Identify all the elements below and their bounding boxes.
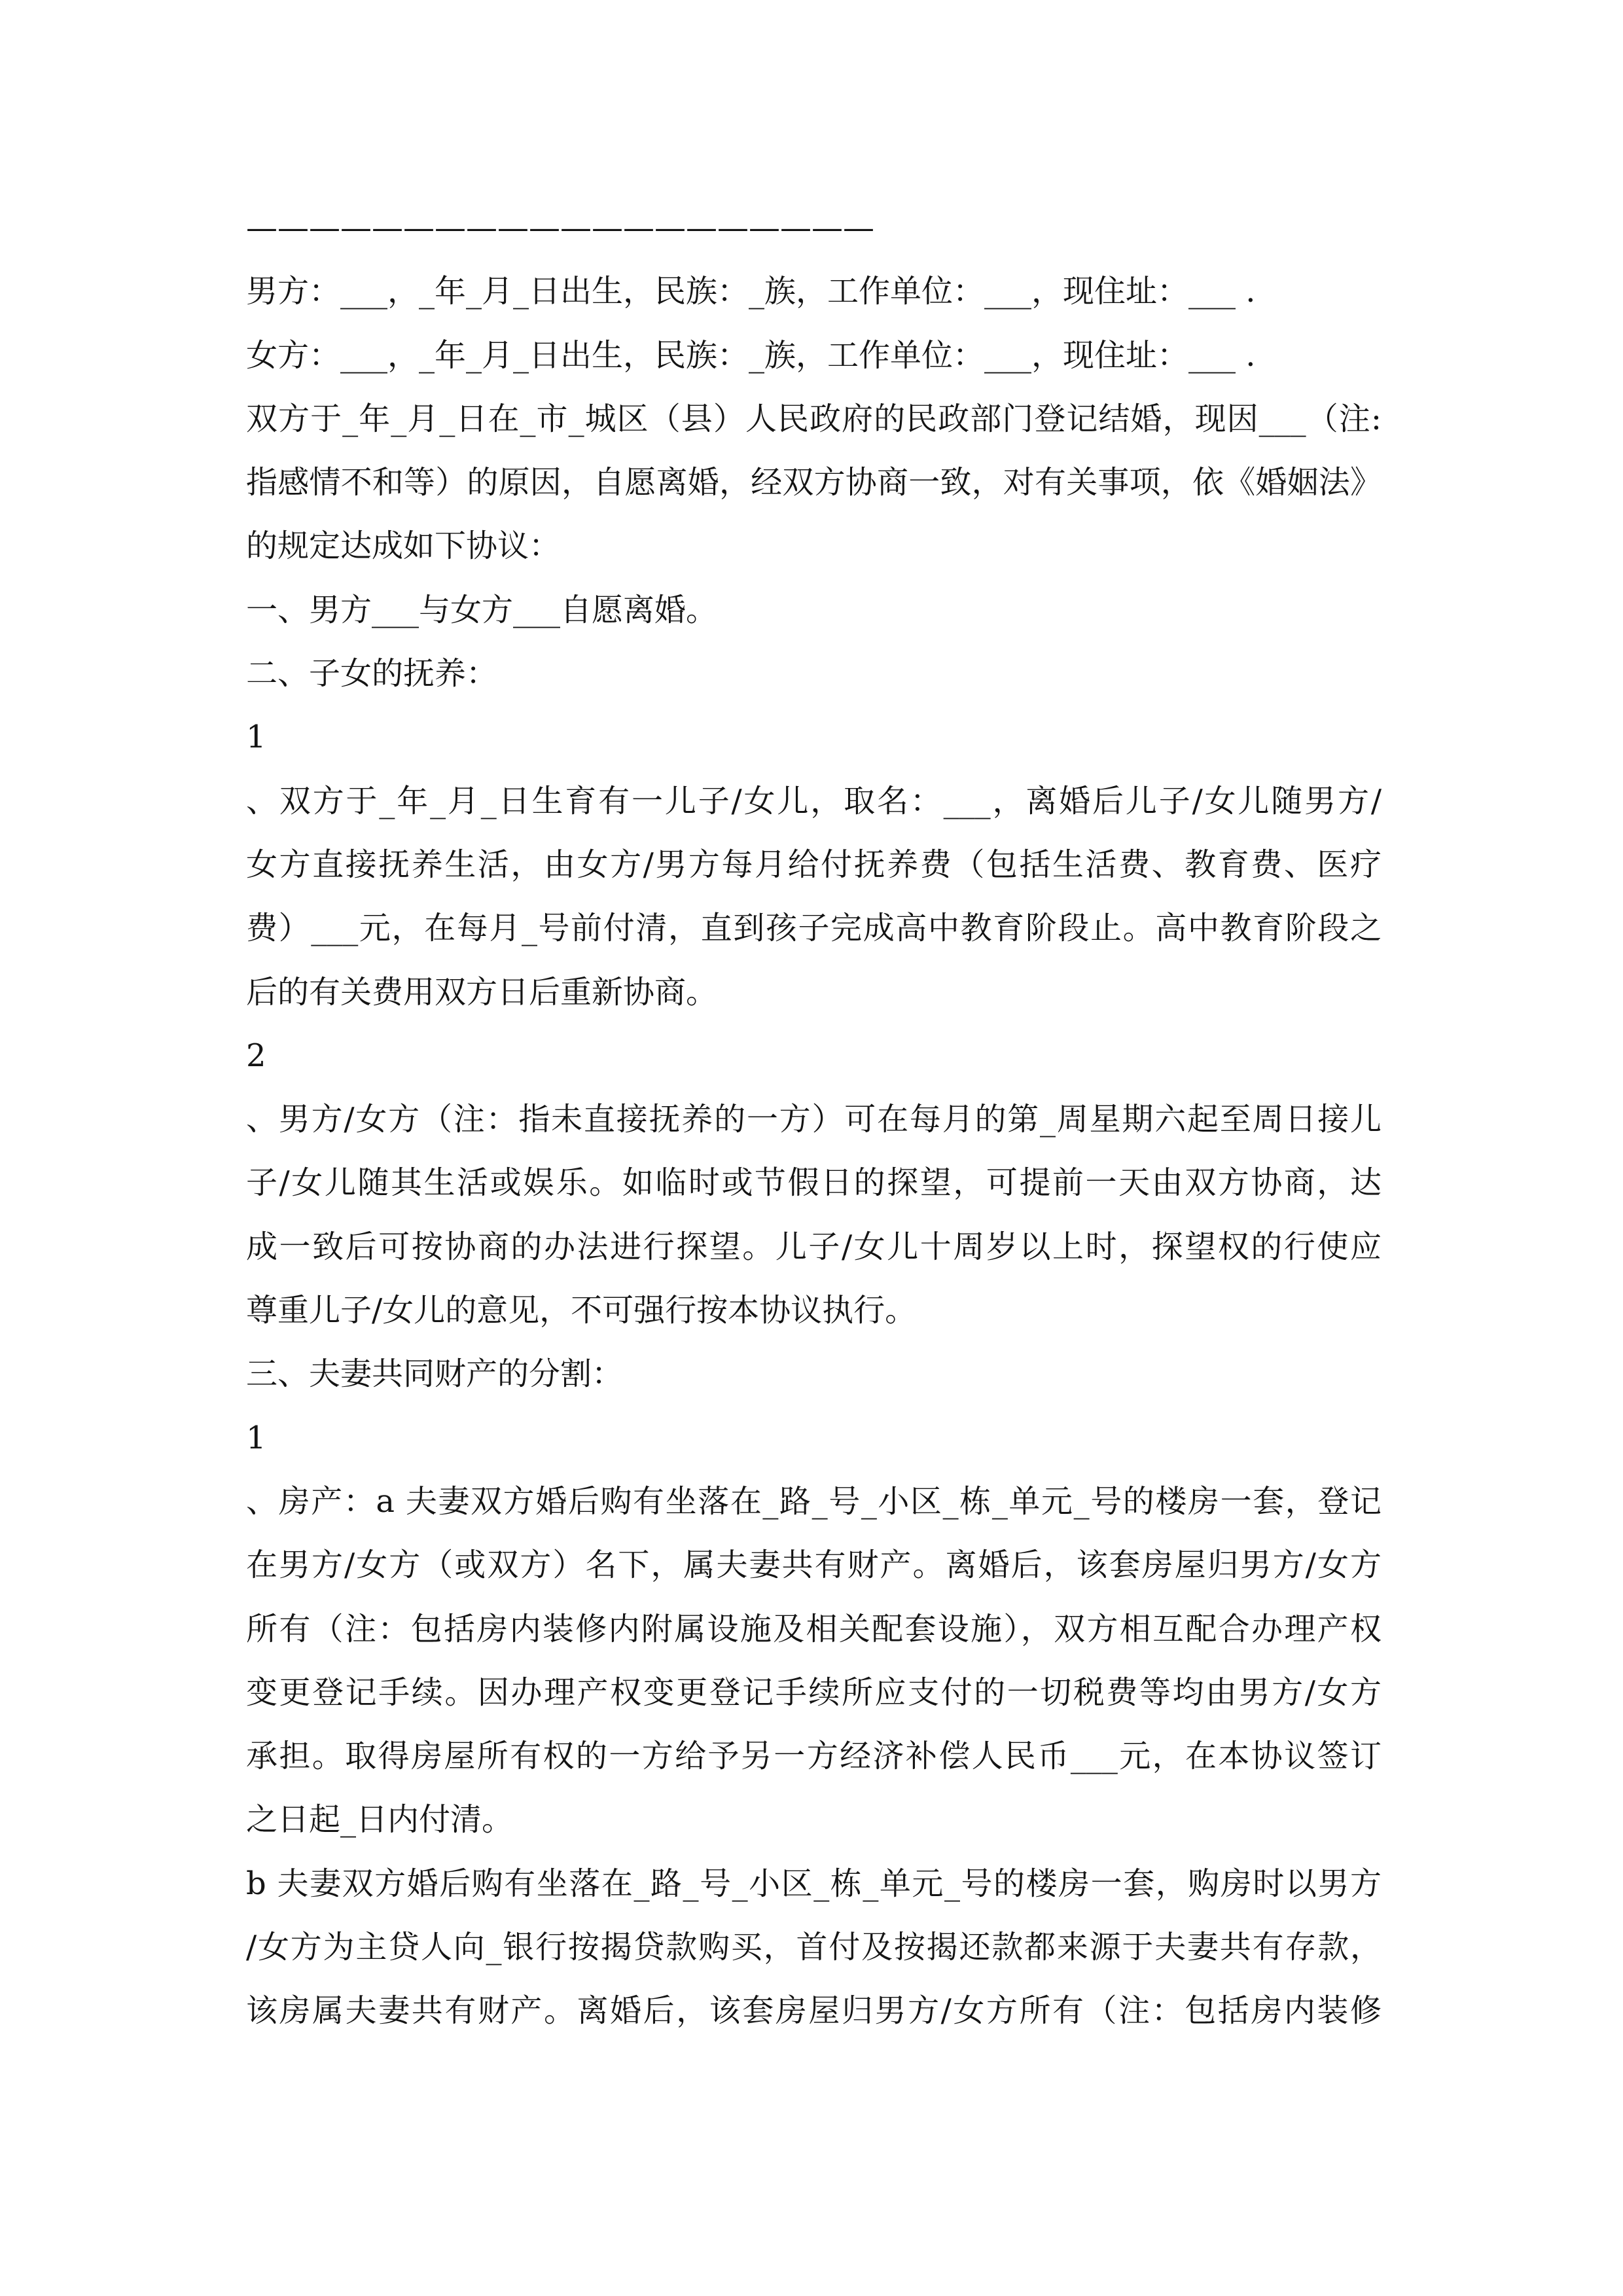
child-para-line-2: 女方直接抚养生活，由女方/男方每月给付抚养费（包括生活费、教育费、医疗 xyxy=(246,846,1382,883)
document-body xyxy=(246,196,1382,2043)
line-wife-info: 女方：___，_年_月_日出生，民族：_族，工作单位：___，现住址：___ . xyxy=(246,336,1256,374)
child-para-line-4: 后的有关费用双方日后重新协商。 xyxy=(246,973,718,1011)
line-intro-1: 双方于_年_月_日在_市_城区（县）人民政府的民政部门登记结婚，现因___（注: xyxy=(246,400,1382,437)
line-husband-info: 男方：___，_年_月_日出生，民族：_族，工作单位：___，现住址：___ . xyxy=(246,273,1256,310)
separator-line: ———————————————————— xyxy=(246,209,874,246)
property-a-line-2: 在男方/女方（或双方）名下，属夫妻共有财产。离婚后，该套房屋归男方/女方 xyxy=(246,1547,1382,1584)
visit-para-line-4: 尊重儿子/女儿的意见，不可强行按本协议执行。 xyxy=(246,1292,917,1329)
property-a-line-3: 所有（注：包括房内装修内附属设施及相关配套设施），双方相互配合办理产权 xyxy=(246,1610,1382,1647)
line-intro-3: 的规定达成如下协议： xyxy=(246,528,561,565)
property-a-line-6: 之日起_日内付清。 xyxy=(246,1801,514,1839)
property-b-line-1: b 夫妻双方婚后购有坐落在_路_号_小区_栋_单元_号的楼房一套，购房时以男方 xyxy=(246,1865,1382,1902)
child-para-line-1: 、双方于_年_月_日生育有一儿子/女儿，取名：___，离婚后儿子/女儿随男方/ xyxy=(246,782,1382,819)
clause-3-heading: 三、夫妻共同财产的分割： xyxy=(246,1355,624,1393)
property-b-line-3: 该房属夫妻共有财产。离婚后，该套房屋归男方/女方所有（注：包括房内装修 xyxy=(246,1992,1382,2030)
visit-para-line-2: 子/女儿随其生活或娱乐。如临时或节假日的探望，可提前一天由双方协商，达 xyxy=(246,1164,1382,1202)
child-para-line-3: 费）___元，在每月_号前付清，直到孩子完成高中教育阶段止。高中教育阶段之 xyxy=(246,910,1382,947)
item-number-2: 2 xyxy=(246,1037,266,1074)
line-intro-2: 指感情不和等）的原因，自愿离婚，经双方协商一致，对有关事项，依《婚姻法》 xyxy=(246,464,1382,501)
property-a-line-5: 承担。取得房屋所有权的一方给予另一方经济补偿人民币___元，在本协议签订 xyxy=(246,1738,1382,1775)
visit-para-line-1: 、男方/女方（注：指未直接抚养的一方）可在每月的第_周星期六起至周日接儿 xyxy=(246,1101,1382,1138)
property-a-line-1: 、房产：a 夫妻双方婚后购有坐落在_路_号_小区_栋_单元_号的楼房一套，登记 xyxy=(246,1482,1382,1520)
item-number-1: 1 xyxy=(246,719,266,756)
property-a-line-4: 变更登记手续。因办理产权变更登记手续所应支付的一切税费等均由男方/女方 xyxy=(246,1674,1382,1711)
clause-1: 一、男方___与女方___自愿离婚。 xyxy=(246,591,718,628)
property-b-line-2: /女方为主贷人向_银行按揭贷款购买，首付及按揭还款都来源于夫妻共有存款， xyxy=(246,1929,1382,1966)
item-number-3: 1 xyxy=(246,1419,266,1456)
clause-2-heading: 二、子女的抚养： xyxy=(246,655,498,692)
visit-para-line-3: 成一致后可按协商的办法进行探望。儿子/女儿十周岁以上时，探望权的行使应 xyxy=(246,1228,1382,1265)
